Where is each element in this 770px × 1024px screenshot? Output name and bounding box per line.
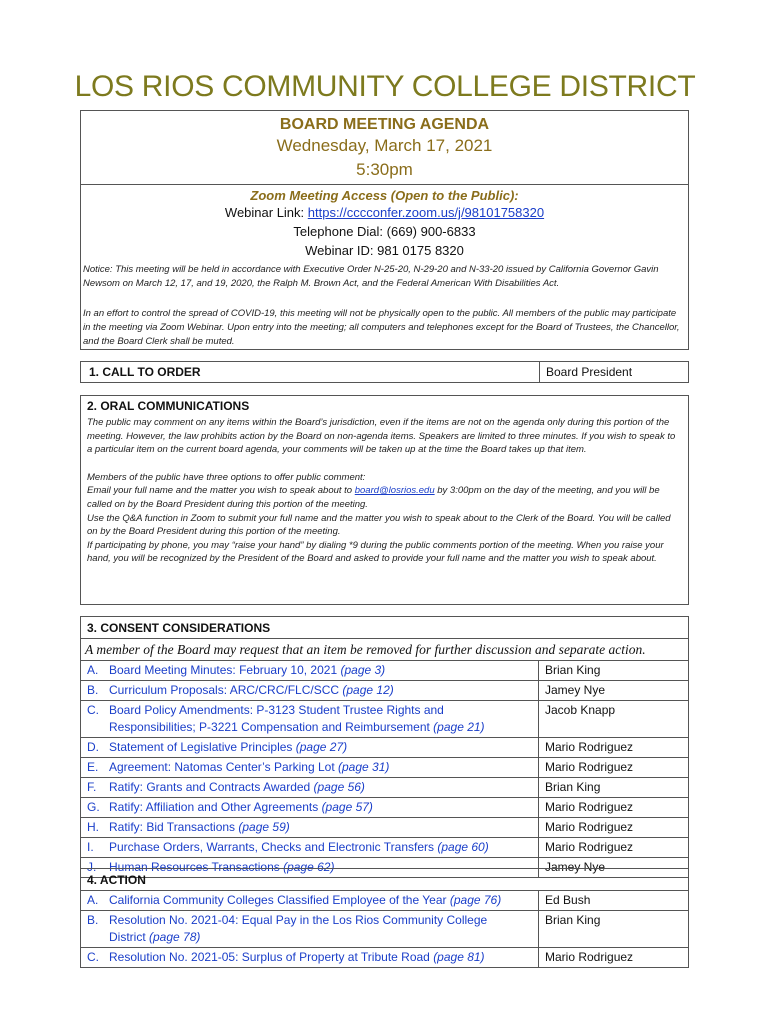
item-text: Ratify: Grants and Contracts Awarded bbox=[109, 780, 314, 794]
oral-communications-box bbox=[80, 395, 689, 605]
item-letter: B. bbox=[87, 683, 99, 697]
table-row bbox=[81, 738, 689, 758]
table-row bbox=[81, 778, 689, 798]
webinar-link-line bbox=[81, 203, 688, 222]
table-row bbox=[81, 661, 689, 681]
agenda-item-link[interactable] bbox=[81, 891, 539, 911]
item-text: Curriculum Proposals: ARC/CRC/FLC/SCC bbox=[109, 683, 343, 697]
meeting-time: 5:30pm bbox=[356, 160, 413, 179]
table-row bbox=[81, 818, 689, 838]
webinar-link-label: Webinar Link: bbox=[224, 205, 308, 220]
item-letter: D. bbox=[87, 740, 99, 754]
item-letter: H. bbox=[87, 820, 99, 834]
item-presenter: Jamey Nye bbox=[539, 858, 689, 878]
item-presenter: Brian King bbox=[539, 661, 689, 681]
item-text: Agreement: Natomas Center’s Parking Lot bbox=[109, 760, 339, 774]
item-page: (page 57) bbox=[321, 800, 373, 814]
agenda-title: BOARD MEETING AGENDA bbox=[279, 116, 490, 133]
executive-order-notice: Notice: This meeting will be held in accordance with Executive Order N-25-20, N-29-20 and N-33-20 issued by California Governor Gavin Newsom on March 12, 17, and 19, 2020, the Ralph M. Brown Act, and the Federal American With Disabilities Act. bbox=[83, 264, 659, 289]
call-to-order-presenter: Board President bbox=[546, 365, 633, 379]
item-presenter: Brian King bbox=[539, 911, 689, 948]
call-to-order-row bbox=[80, 361, 689, 383]
item-text: Purchase Orders, Warrants, Checks and Electronic Transfers bbox=[109, 840, 438, 854]
call-to-order-label: 1. CALL TO ORDER bbox=[81, 362, 540, 382]
item-presenter: Mario Rodriguez bbox=[539, 948, 689, 968]
agenda-item-link[interactable] bbox=[81, 661, 539, 681]
meeting-header-box bbox=[80, 110, 689, 350]
item-page: (page 62) bbox=[283, 860, 335, 874]
item-page: (page 12) bbox=[342, 683, 394, 697]
webinar-link[interactable]: https://cccconfer.zoom.us/j/98101758320 bbox=[307, 205, 545, 220]
header-divider bbox=[81, 184, 688, 185]
item-text: Statement of Legislative Principles bbox=[109, 740, 296, 754]
webinar-id: Webinar ID: 981 0175 8320 bbox=[305, 243, 464, 258]
item-presenter: Mario Rodriguez bbox=[539, 798, 689, 818]
email-option-text-end: by 3:00pm on the day of the meeting, and you will be called on by the Board President during this portion of the meeting. bbox=[87, 485, 660, 510]
agenda-item-link[interactable] bbox=[81, 738, 539, 758]
table-row bbox=[81, 701, 689, 738]
item-page: (page 27) bbox=[295, 740, 348, 754]
district-title: LOS RIOS COMMUNITY COLLEGE DISTRICT bbox=[74, 70, 696, 103]
public-comment-options: Members of the public have three options to offer public comment: bbox=[87, 471, 366, 483]
item-page: (page 60) bbox=[437, 840, 489, 854]
zoom-access-heading: Zoom Meeting Access (Open to the Public): bbox=[250, 188, 519, 203]
table-row bbox=[81, 681, 689, 701]
board-email-link[interactable]: board@losrios.edu bbox=[354, 485, 435, 497]
action-label: 4. ACTION bbox=[81, 869, 689, 891]
item-page: (page 21) bbox=[433, 720, 485, 734]
agenda-item-link[interactable] bbox=[81, 778, 539, 798]
agenda-item-link[interactable] bbox=[81, 701, 539, 738]
item-page: (page 76) bbox=[449, 893, 502, 907]
item-text-continued: District bbox=[109, 930, 149, 944]
agenda-item-link[interactable] bbox=[81, 798, 539, 818]
item-page: (page 31) bbox=[338, 760, 390, 774]
action-table bbox=[80, 868, 689, 968]
agenda-item-link[interactable] bbox=[81, 911, 539, 948]
item-presenter: Mario Rodriguez bbox=[539, 818, 689, 838]
item-presenter: Ed Bush bbox=[539, 891, 689, 911]
item-letter: E. bbox=[87, 760, 99, 774]
consent-label: 3. CONSENT CONSIDERATIONS bbox=[81, 617, 689, 639]
item-text: Ratify: Bid Transactions bbox=[109, 820, 239, 834]
phone-option: If participating by phone, you may “raise your hand” by dialing *9 during the public comments portion of the meeting. When you raise your hand, you will be recognized by the President of the Board and asked to provide your full name and the matter you wish to speak about. bbox=[87, 539, 664, 565]
table-row bbox=[81, 798, 689, 818]
item-text: Ratify: Affiliation and Other Agreements bbox=[109, 800, 322, 814]
item-presenter: Brian King bbox=[539, 778, 689, 798]
oral-communications-label: 2. ORAL COMMUNICATIONS bbox=[87, 399, 250, 413]
table-row bbox=[81, 758, 689, 778]
item-text-continued: Responsibilities; P-3221 Compensation and Reimbursement bbox=[109, 720, 434, 734]
item-letter: C. bbox=[87, 950, 99, 964]
meeting-date: Wednesday, March 17, 2021 bbox=[276, 136, 493, 155]
agenda-item-link[interactable] bbox=[81, 758, 539, 778]
item-page: (page 56) bbox=[313, 780, 365, 794]
item-presenter: Mario Rodriguez bbox=[539, 838, 689, 858]
item-presenter: Mario Rodriguez bbox=[539, 758, 689, 778]
item-text: California Community Colleges Classified Employee of the Year bbox=[109, 893, 450, 907]
item-letter: I. bbox=[87, 840, 94, 854]
agenda-item-link[interactable] bbox=[81, 681, 539, 701]
consent-considerations-table bbox=[80, 616, 689, 878]
agenda-item-link[interactable] bbox=[81, 838, 539, 858]
item-presenter: Jamey Nye bbox=[539, 681, 689, 701]
item-presenter: Mario Rodriguez bbox=[539, 738, 689, 758]
item-presenter: Jacob Knapp bbox=[539, 701, 689, 738]
item-page: (page 81) bbox=[433, 950, 485, 964]
item-page: (page 78) bbox=[149, 930, 201, 944]
item-text: Human Resources Transactions bbox=[109, 860, 284, 874]
item-text: Resolution No. 2021-05: Surplus of Property at Tribute Road bbox=[109, 950, 434, 964]
item-letter: A. bbox=[87, 893, 99, 907]
item-letter: J. bbox=[87, 860, 97, 874]
email-option bbox=[87, 484, 682, 511]
item-letter: C. bbox=[87, 703, 99, 717]
table-row bbox=[81, 838, 689, 858]
item-letter: F. bbox=[87, 780, 97, 794]
email-option-text: Email your full name and the matter you wish to speak about to bbox=[87, 485, 355, 497]
item-letter: A. bbox=[87, 663, 99, 677]
oral-comm-paragraph: The public may comment on any items within the Board’s jurisdiction, even if the items are not on the agenda only during this portion of the meeting. However, the law prohibits action by the Board on non-agenda items. Speakers are limited to three minutes. If you wish to speak to a particular item on the current board agenda, your comments will be taken up at the time the Board takes up that item. bbox=[87, 417, 676, 456]
table-row bbox=[81, 911, 689, 948]
item-text: Board Policy Amendments: P-3123 Student Trustee Rights and bbox=[109, 703, 444, 717]
table-row bbox=[81, 948, 689, 968]
agenda-item-link[interactable] bbox=[81, 948, 539, 968]
agenda-item-link[interactable] bbox=[81, 818, 539, 838]
consent-note: A member of the Board may request that an item be removed for further discussion and separate action. bbox=[81, 639, 689, 661]
table-row bbox=[81, 891, 689, 911]
item-page: (page 3) bbox=[340, 663, 386, 677]
covid-notice: In an effort to control the spread of COVID-19, this meeting will not be physically open to the public. All members of the public may participate in the meeting via Zoom Webinar. Upon entry into the meeting; all computers and telephones except for the Board of Trustees, the Chancellor, and the Board Clerk shall be muted. bbox=[83, 308, 680, 347]
item-page: (page 59) bbox=[238, 820, 290, 834]
item-text: Board Meeting Minutes: February 10, 2021 bbox=[109, 663, 341, 677]
telephone-dial: Telephone Dial: (669) 900-6833 bbox=[293, 224, 476, 239]
item-letter: B. bbox=[87, 913, 99, 927]
item-letter: G. bbox=[87, 800, 100, 814]
item-text: Resolution No. 2021-04: Equal Pay in the Los Rios Community College bbox=[109, 913, 488, 927]
qa-option: Use the Q&A function in Zoom to submit your full name and the matter you wish to speak about to the Clerk of the Board. You will be called on by the Board President during this portion of the meeting. bbox=[87, 512, 671, 538]
